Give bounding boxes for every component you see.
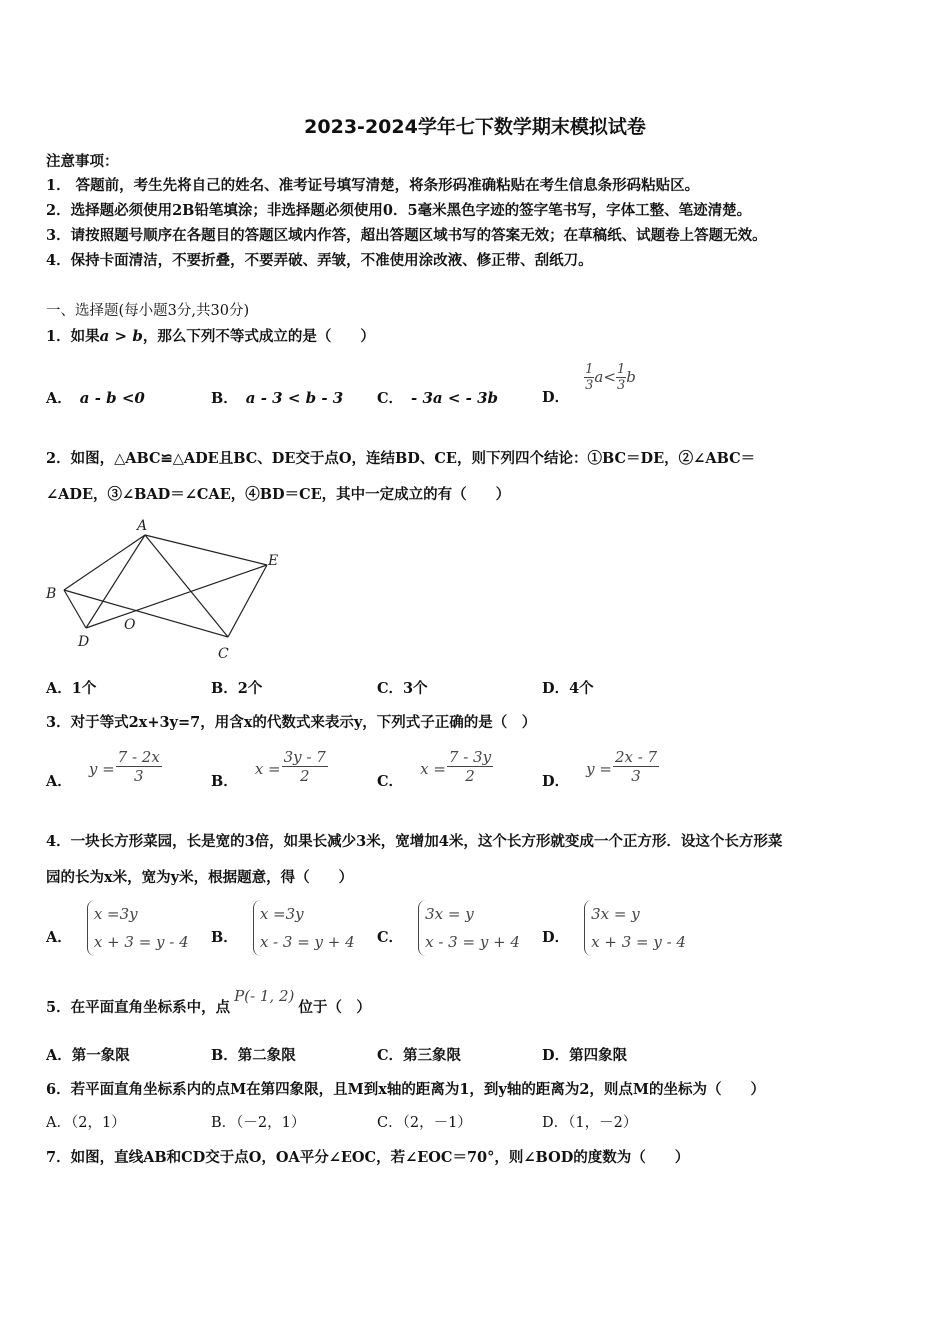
question-4-stem-line2: 园的长为x米，宽为y米，根据题意，得（ ） <box>46 869 354 886</box>
q2-option-d: D．4个 <box>542 680 594 697</box>
question-2-stem-line1: 2．如图，△ABC≌△ADE且BC、DE交于点O，连结BD、CE，则下列四个结论：①BC＝DE，②∠ABC＝ <box>46 450 756 467</box>
q6-option-d: D．（1，－2） <box>542 1115 638 1131</box>
q5-option-a: A．第一象限 <box>46 1047 130 1064</box>
q4-option-b: B． x =3y x - 3 = y + 4 <box>211 900 355 956</box>
section-heading: 一、选择题(每小题3分,共30分) <box>46 303 250 319</box>
q5-option-b: B．第二象限 <box>211 1047 296 1064</box>
notice-item-1: 1． 答题前，考生先将自己的姓名、准考证号填写清楚，将条形码准确粘贴在考生信息条形码粘贴区。 <box>46 177 700 194</box>
notice-item-4: 4．保持卡面清洁，不要折叠，不要弄破、弄皱，不准使用涂改液、修正带、刮纸刀。 <box>46 252 593 269</box>
question-2-stem-line2: ∠ADE，③∠BAD＝∠CAE，④BD＝CE，其中一定成立的有（ ） <box>46 486 511 503</box>
q3-option-b: B． x = $\frac{3y - 7}{2}$ <box>211 748 326 790</box>
q1-option-b: B． a - 3 < b - 3 <box>211 389 344 407</box>
q2-figure <box>40 515 290 665</box>
figure-label-d: D <box>78 634 90 650</box>
question-7-stem: 7．如图，直线AB和CD交于点O，OA平分∠EOC，若∠EOC＝70°，则∠BOD的度数为（ ） <box>46 1149 690 1166</box>
figure-label-e: E <box>268 553 279 569</box>
q3-option-d: D． y = $\frac{2x - 7}{3}$ <box>542 748 658 790</box>
notice-item-3: 3．请按照题号顺序在各题目的答题区域内作答，超出答题区域书写的答案无效；在草稿纸、试题卷上答题无效。 <box>46 227 767 244</box>
q2-option-b: B．2个 <box>211 680 263 697</box>
question-6-stem: 6．若平面直角坐标系内的点M在第四象限，且M到x轴的距离为1，到y轴的距离为2，则点M的坐标为（ ） <box>46 1081 765 1098</box>
notice-heading: 注意事项： <box>46 153 119 170</box>
q2-option-c: C．3个 <box>377 680 428 697</box>
q2-option-a: A．1个 <box>46 680 97 697</box>
question-5-stem: 5．在平面直角坐标系中，点P(- 1, 2)位于（ ） <box>46 987 371 1016</box>
q3-option-a: A． y = $\frac{7 - 2x}{3}$ <box>46 748 160 790</box>
figure-label-c: C <box>218 646 229 662</box>
q1-option-c: C． - 3a < - 3b <box>377 389 499 407</box>
q6-option-c: C．（2，－1） <box>377 1115 472 1131</box>
q5-option-c: C．第三象限 <box>377 1047 462 1064</box>
question-1-stem: 1．如果a > b，那么下列不等式成立的是（ ） <box>46 327 375 345</box>
page-title: 2023-2024学年七下数学期末模拟试卷 <box>304 116 646 138</box>
q3-option-c: C． x = $\frac{7 - 3y}{2}$ <box>377 748 492 790</box>
q1-option-d: D． $\frac{1}{3}$ a< $\frac{1}{3}$ b <box>542 362 636 406</box>
q6-option-a: A．（2，1） <box>46 1115 126 1131</box>
q6-option-b: B．（－2，1） <box>211 1115 306 1131</box>
notice-item-2: 2．选择题必须使用2B铅笔填涂；非选择题必须使用0．5毫米黑色字迹的签字笔书写，字体工整、笔迹清楚。 <box>46 202 752 219</box>
question-4-stem-line1: 4．一块长方形菜园，长是宽的3倍，如果长减少3米，宽增加4米，这个长方形就变成一个正方形．设这个长方形菜 <box>46 833 783 850</box>
q4-option-c: C． 3x = y x - 3 = y + 4 <box>377 900 520 956</box>
q5-option-d: D．第四象限 <box>542 1047 628 1064</box>
figure-label-o: O <box>124 617 136 633</box>
figure-label-a: A <box>137 518 148 534</box>
q4-option-a: A． x =3y x + 3 = y - 4 <box>46 900 189 956</box>
question-3-stem: 3．对于等式2x+3y=7，用含x的代数式来表示y，下列式子正确的是（ ） <box>46 714 537 731</box>
q1-option-a: A． a - b <0 <box>46 389 145 407</box>
q4-option-d: D． 3x = y x + 3 = y - 4 <box>542 900 686 956</box>
figure-label-b: B <box>46 586 57 602</box>
